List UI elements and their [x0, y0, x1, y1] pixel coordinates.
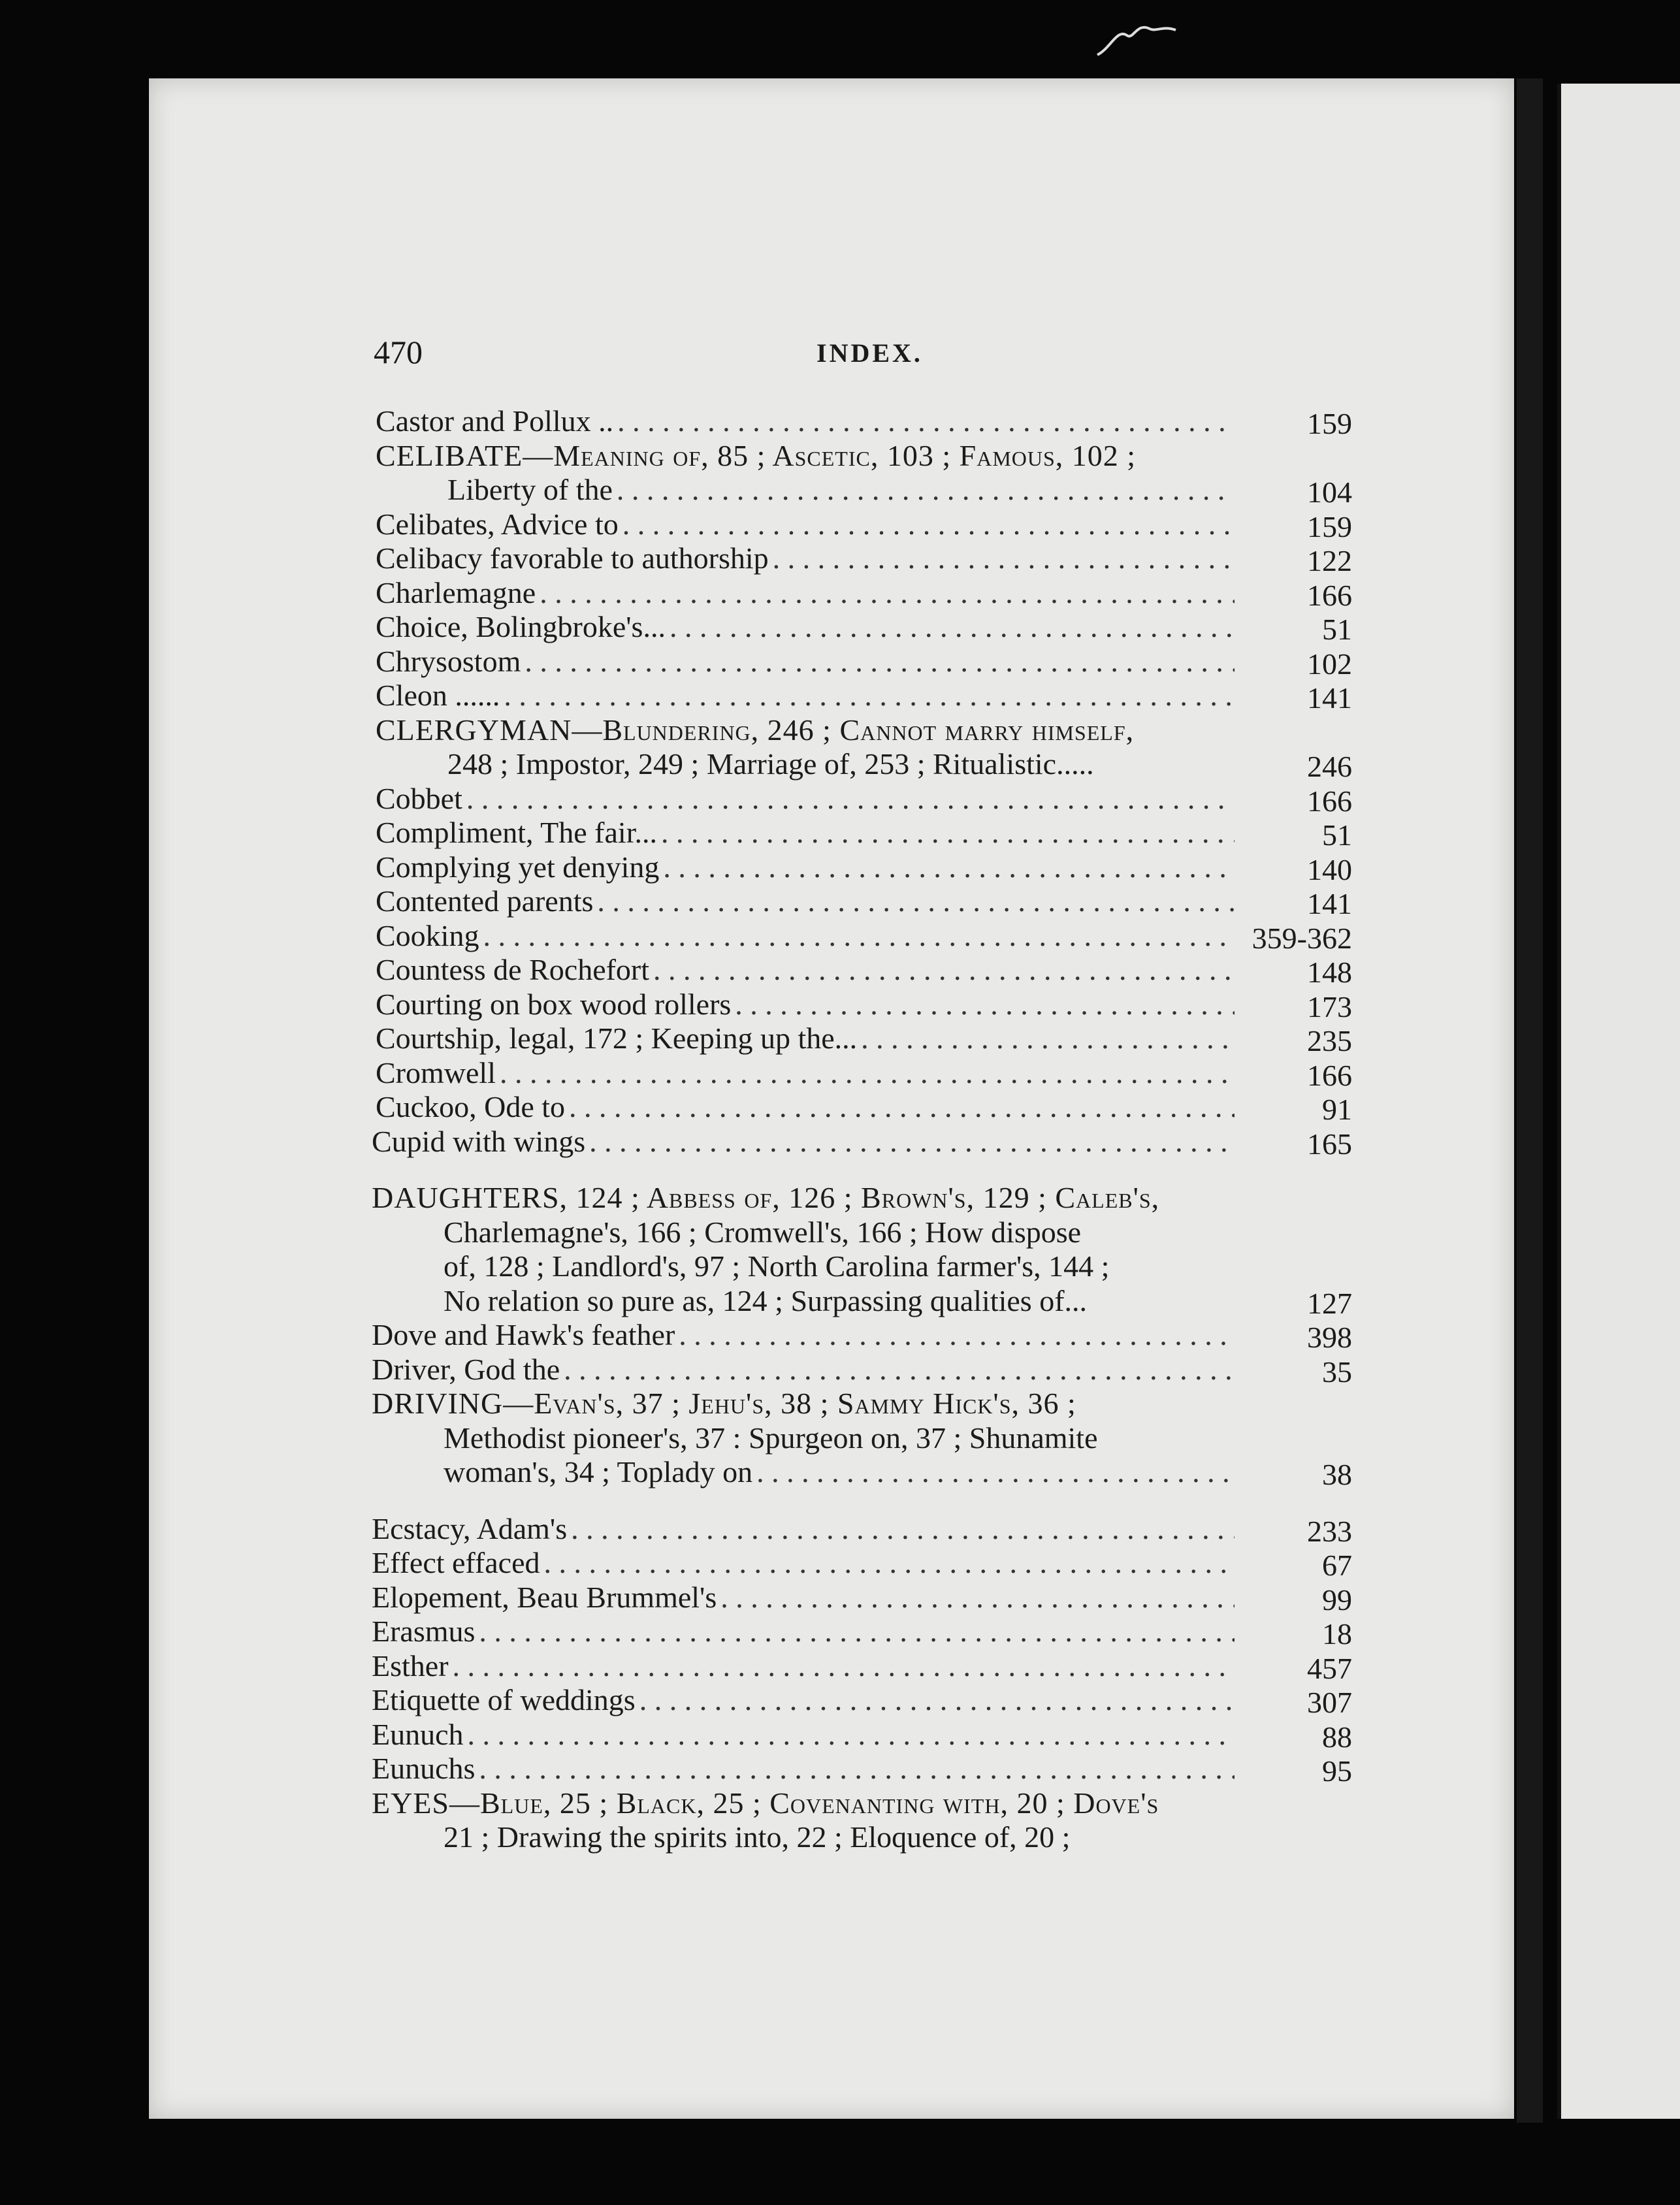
index-entry-text: Cuckoo, Ode to: [376, 1090, 566, 1123]
index-page-ref: 51: [1322, 818, 1352, 852]
index-page-ref: 127: [1307, 1286, 1352, 1320]
dot-leader: [861, 1021, 1235, 1056]
index-entry-line: [376, 438, 1235, 474]
index-entry-text: CELIBATE—Meaning of, 85 ; Ascetic, 103 ; Famous, 102 ;: [376, 438, 1137, 472]
index-entry-text: DAUGHTERS, 124 ; Abbess of, 126 ; Brown's, 129 ; Caleb's,: [372, 1181, 1160, 1214]
index-entry-line: [372, 1180, 1235, 1215]
dot-leader: [564, 1352, 1235, 1387]
index-entry-text: Cupid with wings: [372, 1124, 586, 1158]
index-page-ref: 457: [1307, 1651, 1352, 1685]
index-entry-text: Courting on box wood rollers: [376, 987, 732, 1021]
index-entry-line: [372, 1545, 1235, 1581]
index-entry-line: [372, 1751, 1235, 1786]
index-entry-text: Castor and Pollux ..: [376, 404, 614, 438]
index-entry-line: [376, 575, 1235, 611]
index-entry-line: [447, 747, 1235, 782]
index-entry-text: Chrysostom: [376, 644, 521, 678]
dot-leader: [468, 1717, 1235, 1752]
index-page-ref: 91: [1322, 1093, 1352, 1126]
dot-leader: [773, 541, 1235, 576]
index-entry-text: Erasmus: [372, 1615, 476, 1648]
index-entry-text: Cromwell: [376, 1055, 496, 1089]
dot-leader: [720, 1580, 1235, 1615]
index-entry-text: Liberty of the: [447, 473, 613, 506]
dot-leader: [661, 815, 1235, 850]
dot-leader: [597, 884, 1235, 919]
index-page-ref: 51: [1322, 613, 1352, 646]
index-entry-text: Choice, Bolingbroke's...: [376, 610, 666, 643]
index-page-ref: 140: [1307, 852, 1352, 886]
index-entry-line: [372, 1786, 1235, 1821]
index-entry-line: [372, 1682, 1235, 1718]
index-page-ref: 38: [1322, 1458, 1352, 1491]
index-entry-line: [372, 1317, 1235, 1353]
dot-leader: [479, 1614, 1235, 1649]
index-page-ref: 141: [1307, 887, 1352, 920]
index-entry-line: [444, 1215, 1235, 1250]
index-entry-text: Methodist pioneer's, 37 : Spurgeon on, 37 ; Shunamite: [444, 1421, 1098, 1455]
index-page-ref: 148: [1307, 956, 1352, 989]
index-entry-text: DRIVING—Evan's, 37 ; Jehu's, 38 ; Sammy Hick's, 36 ;: [372, 1387, 1076, 1420]
index-entry-text: Ecstacy, Adam's: [372, 1511, 568, 1545]
index-entry-text: EYES—Blue, 25 ; Black, 25 ; Covenanting with, 20 ; Dove's: [372, 1786, 1159, 1820]
index-entry-line: [376, 1021, 1235, 1056]
dot-leader: [540, 575, 1235, 611]
dot-leader: [679, 1317, 1235, 1353]
dot-leader: [569, 1089, 1235, 1125]
index-page-ref: 122: [1307, 544, 1352, 577]
index-entry-text: Cooking: [376, 918, 479, 952]
dot-leader: [500, 1055, 1235, 1091]
index-entry-line: [376, 1055, 1235, 1091]
index-entry-line: [376, 987, 1235, 1022]
index-entry-line: [372, 1649, 1235, 1684]
dot-leader: [639, 1682, 1235, 1718]
dot-leader: [622, 507, 1235, 542]
index-entry-line: [372, 1386, 1235, 1421]
index-entry-text: Etiquette of weddings: [372, 1683, 636, 1716]
dot-leader: [653, 952, 1235, 988]
index-page-ref: 165: [1307, 1127, 1352, 1161]
index-entry-text: Dove and Hawk's feather: [372, 1318, 675, 1351]
index-entry-line: [444, 1820, 1235, 1855]
dot-leader: [483, 918, 1235, 954]
index-entry-line: [376, 541, 1235, 576]
index-page-ref: 233: [1307, 1514, 1352, 1548]
dot-leader: [479, 1751, 1235, 1786]
index-entry-text: Cobbet: [376, 781, 462, 815]
index-entry-line: [376, 713, 1235, 748]
index-page-ref: 398: [1307, 1321, 1352, 1354]
dot-leader: [504, 678, 1235, 713]
index-page-ref: 166: [1307, 578, 1352, 612]
index-entry-line: [376, 815, 1235, 850]
dot-leader: [453, 1649, 1235, 1684]
index-entry-text: woman's, 34 ; Toplady on: [444, 1455, 753, 1489]
index-entry-line: [372, 1580, 1235, 1615]
index-entry-line: [376, 404, 1235, 439]
index-entry-text: Charlemagne's, 166 ; Cromwell's, 166 ; How dispose: [444, 1215, 1082, 1249]
running-head: INDEX.: [816, 338, 923, 368]
index-page-ref: 104: [1307, 475, 1352, 509]
index-page-ref: 307: [1307, 1686, 1352, 1719]
index-entry-line: [376, 1089, 1235, 1125]
dot-leader: [525, 644, 1235, 679]
index-page-ref: 166: [1307, 1058, 1352, 1092]
index-entry-line: [376, 850, 1235, 885]
dot-leader: [617, 404, 1235, 439]
index-entry-text: Contented parents: [376, 884, 594, 918]
index-entry-line: [444, 1455, 1235, 1490]
index-entry-line: [376, 952, 1235, 988]
index-page-ref: 95: [1322, 1754, 1352, 1788]
index-page-ref: 99: [1322, 1583, 1352, 1617]
index-entry-line: [444, 1283, 1235, 1319]
index-entry-text: Elopement, Beau Brummel's: [372, 1580, 717, 1614]
index-entry-text: 248 ; Impostor, 249 ; Marriage of, 253 ; Ritualistic.....: [447, 747, 1094, 781]
index-page-ref: 246: [1307, 750, 1352, 783]
index-entry-line: [376, 884, 1235, 919]
index-entry-line: [444, 1249, 1235, 1284]
index-entry-text: CLERGYMAN—Blundering, 246 ; Cannot marry himself,: [376, 713, 1135, 747]
index-entry-text: Complying yet denying: [376, 850, 660, 884]
dot-leader: [571, 1511, 1235, 1547]
index-entry-text: Countess de Rochefort: [376, 953, 650, 986]
dot-leader: [466, 781, 1235, 816]
index-entry-line: [447, 472, 1235, 507]
index-entry-line: [372, 1124, 1235, 1159]
dot-leader: [544, 1545, 1235, 1581]
index-entry-line: [376, 609, 1235, 645]
index-entry-text: Courtship, legal, 172 ; Keeping up the...: [376, 1022, 858, 1055]
index-entry-text: Cleon ......: [376, 679, 500, 712]
index-entry-line: [376, 507, 1235, 542]
index-page-ref: 359-362: [1252, 921, 1352, 955]
page-number: 470: [374, 334, 423, 370]
index-entry-text: No relation so pure as, 124 ; Surpassing qualities of...: [444, 1283, 1088, 1317]
index-page-ref: 159: [1307, 509, 1352, 543]
dot-leader: [735, 987, 1235, 1022]
index-entry-text: Esther: [372, 1649, 449, 1682]
index-page-ref: 18: [1322, 1617, 1352, 1650]
index-entry-line: [376, 781, 1235, 816]
index-page-ref: 102: [1307, 647, 1352, 681]
index-entry-text: Driver, God the: [372, 1352, 560, 1386]
dot-leader: [589, 1124, 1235, 1159]
index-page-ref: 35: [1322, 1355, 1352, 1389]
index-entry-line: [376, 678, 1235, 713]
index-entry-text: Charlemagne: [376, 575, 536, 609]
index-entry-text: Effect effaced: [372, 1546, 540, 1579]
index-page-ref: 159: [1307, 407, 1352, 440]
index-entry-text: Compliment, The fair...: [376, 816, 657, 849]
dot-leader: [663, 850, 1235, 885]
index-page-ref: 141: [1307, 681, 1352, 715]
index-page-ref: 166: [1307, 784, 1352, 818]
index-page-ref: 67: [1322, 1549, 1352, 1582]
index-entry-text: 21 ; Drawing the spirits into, 22 ; Eloquence of, 20 ;: [444, 1820, 1071, 1854]
index-page-ref: 235: [1307, 1024, 1352, 1057]
dot-leader: [670, 609, 1235, 645]
index-entry-line: [372, 1511, 1235, 1547]
index-entry-line: [372, 1352, 1235, 1387]
index-entry-line: [372, 1717, 1235, 1752]
index-entry-line: [372, 1614, 1235, 1649]
index-entry-line: [444, 1421, 1235, 1456]
index-entry-line: [376, 644, 1235, 679]
index-entry-text: Eunuch: [372, 1717, 464, 1751]
dot-leader: [756, 1455, 1235, 1490]
index-entry-text: Celibates, Advice to: [376, 507, 619, 541]
index-entry-text: Eunuchs: [372, 1752, 476, 1785]
index-page-ref: 173: [1307, 990, 1352, 1023]
index-entry-text: of, 128 ; Landlord's, 97 ; North Carolina farmer's, 144 ;: [444, 1249, 1110, 1283]
dot-leader: [617, 472, 1235, 507]
index-page-ref: 88: [1322, 1720, 1352, 1754]
index-entry-line: [376, 918, 1235, 954]
index-entry-text: Celibacy favorable to authorship: [376, 541, 769, 575]
